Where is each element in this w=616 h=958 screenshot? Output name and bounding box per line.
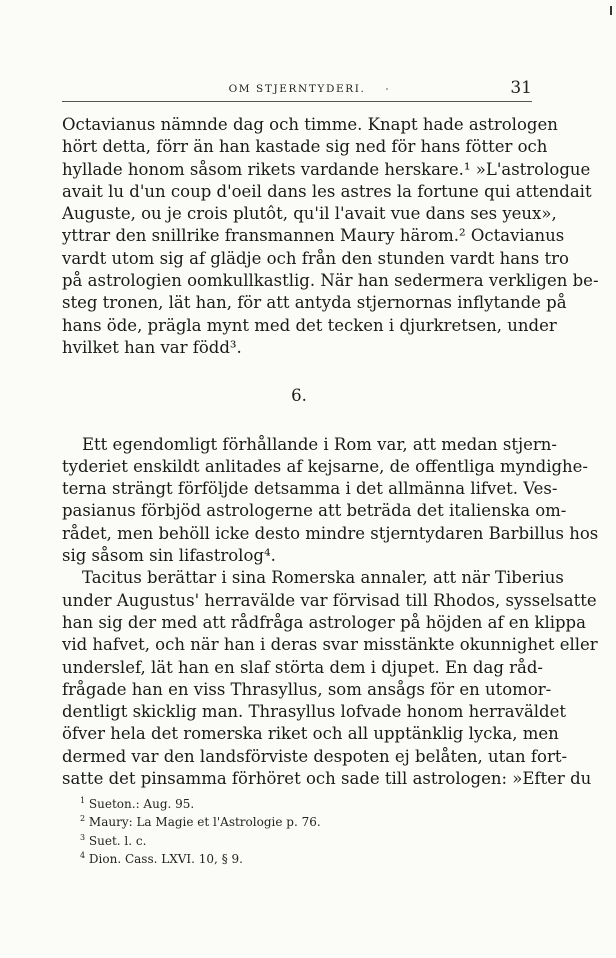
text-line: vid hafvet, och när han i deras svar misstänkte okunnighet eller (62, 635, 598, 655)
section-gap (62, 359, 536, 385)
text-line: hyllade honom såsom rikets vardande herskare.¹ »L'astrologue (62, 159, 591, 179)
main-text (62, 114, 599, 790)
text-line: han sig der med att rådfråga astrologer på höjden af en klippa (62, 612, 586, 632)
footnote-mark: 1 (80, 796, 86, 805)
text-line: tyderiet enskildt anlitades af kejsarne, de offentliga myndighe- (62, 456, 589, 476)
footnote-text: Maury: La Magie et l'Astrologie p. 76. (88, 815, 321, 830)
text-line: rådet, men behöll icke desto mindre stjerntydaren Barbillus hos (62, 523, 599, 543)
text-line: dentligt skicklig man. Thrasyllus lofvade honom herraväldet (62, 702, 567, 722)
footnotes (80, 795, 520, 868)
text-line: sig såsom sin lifastrolog⁴. (62, 546, 276, 566)
text-line: frågade han en viss Thrasyllus, som ansågs för en utomor- (62, 679, 552, 699)
text-line: vardt utom sig af glädje och från den stunden vardt hans tro (62, 248, 569, 268)
footnote-text: Sueton.: Aug. 95. (88, 797, 195, 811)
running-head (62, 78, 532, 100)
running-title: OM STJERNTYDERI. (228, 83, 366, 95)
text-line: underslef, lät han en slaf störta dem i djupet. En dag råd- (62, 657, 543, 677)
text-line: hört detta, förr än han kastade sig ned för hans fötter och (62, 137, 548, 157)
edge-mark (610, 6, 612, 15)
text-line: satte det pinsamma förhöret och sade till astrologen: »Efter du (62, 769, 592, 789)
footnote-text: Suet. l. c. (88, 833, 147, 848)
header-rule (62, 101, 532, 102)
text-line: Octavianus nämnde dag och timme. Knapt hade astrologen (62, 115, 558, 134)
footnote (80, 795, 520, 813)
footnote-text: Dion. Cass. LXVI. 10, § 9. (88, 851, 243, 866)
text-line: öfver hela det romerska riket och all upptänklig lycka, men (62, 724, 559, 744)
text-line: dermed var den landsförviste despoten ej belåten, utan fort- (62, 746, 568, 766)
footnote (80, 850, 520, 868)
text-line: hans öde, prägla mynt med det tecken i djurkretsen, under (62, 315, 557, 335)
section-number: 6. (291, 386, 307, 406)
text-line: Ett egendomligt förhållande i Rom var, att medan stjern- (82, 434, 557, 454)
text-line: Auguste, ou je crois plutôt, qu'il l'avait vue dans ses yeux», (62, 204, 557, 224)
text-line: under Augustus' herravälde var förvisad till Rhodos, sysselsatte (62, 590, 597, 610)
text-line: hvilket han var född³. (62, 337, 242, 357)
text-line: steg tronen, lät han, för att antyda stjernornas inflytande på (62, 293, 567, 313)
footnote-mark: 2 (80, 814, 86, 824)
footnote-mark: 4 (80, 850, 86, 860)
text-line: avait lu d'un coup d'oeil dans les astres la fortune qui attendait (62, 181, 592, 201)
text-line: yttrar den snillrike fransmannen Maury härom.² Octavianus (62, 226, 565, 246)
text-line: Tacitus berättar i sina Romerska annaler, att när Tiberius (82, 568, 564, 588)
footnote (80, 813, 520, 831)
section-gap (62, 408, 536, 434)
footnote (80, 832, 520, 850)
text-line: på astrologien oomkullkastlig. När han sedermera verkligen be- (62, 271, 599, 291)
text-line: pasianus förbjöd astrologerne att beträda det italienska om- (62, 501, 567, 521)
text-line: terna strängt förföljde detsamma i det allmänna lifvet. Ves- (62, 479, 558, 499)
page-number: 31 (510, 78, 532, 98)
footnote-mark: 3 (80, 832, 86, 842)
